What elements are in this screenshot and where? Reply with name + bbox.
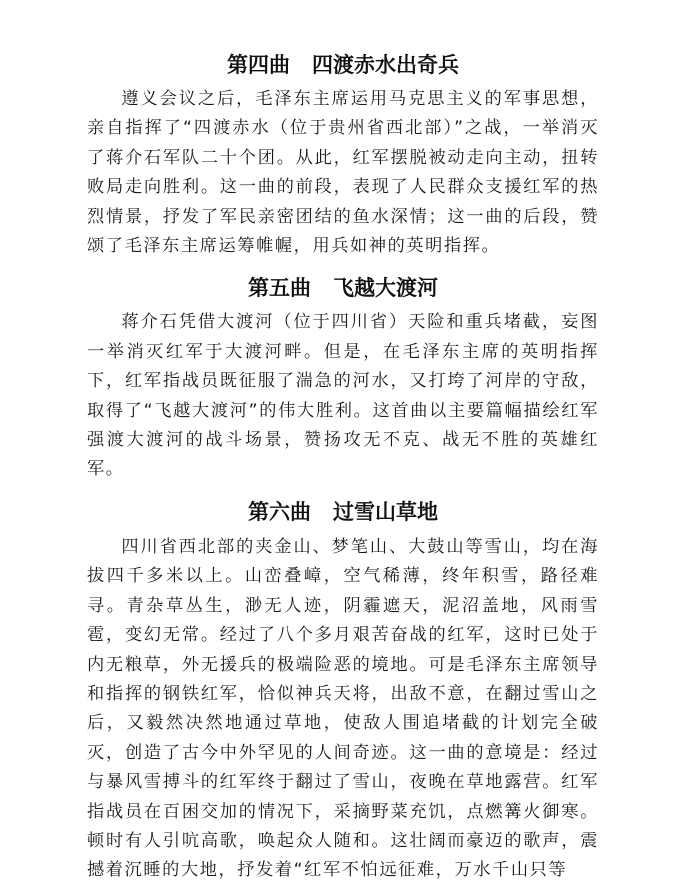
section-number: 第四曲 — [227, 53, 290, 77]
section-body-6: 四川省西北部的夹金山、梦笔山、大鼓山等雪山，均在海拔四千多米以上。山峦叠嶂，空气稀薄，终年积雪，路径难寻。青杂草丛生，渺无人迹，阴霾遮天，泥沼盖地，风雨雪雹，变幻无常。经过了八个多月艰苦奋战的红军，这时已处于内无粮草，外无援兵的极端险恶的境地。可是毛泽东主席领导和指挥的钢铁红军，恰似神兵天将，出敌不意，在翻过雪山之后，又毅然决然地通过草地，使敌人围追堵截的计划完全破灭，创造了古今中外罕见的人间奇迹。这一曲的意境是：经过与暴风雪搏斗的红军终于翻过了雪山，夜晚在草地露营。红军指战员在百困交加的情况下，采摘野菜充饥，点燃篝火御寒。顿时有人引吭高歌，唤起众人随和。这壮阔而豪迈的歌声，震撼着沉睡的大地，抒发着“红军不怕远征难，万水千山只等 — [87, 536, 599, 881]
section-title-text: 过雪山草地 — [333, 499, 438, 524]
section-body-4: 遵义会议之后，毛泽东主席运用马克思主义的军事思想，亲自指挥了“四渡赤水（位于贵州省西北部）”之战，一举消灭了蒋介石军队二十个团。从此，红军摆脱被动走向主动，扭转败局走向胜利。这一曲的前段，表现了人民群众支援红军的热烈情景，抒发了军民亲密团结的鱼水深情；这一曲的后段，赞颂了毛泽东主席运筹帷幄，用兵如神的英明指挥。 — [87, 89, 599, 257]
section-heading-6 — [87, 498, 599, 526]
section-heading-4 — [87, 51, 599, 79]
section-number: 第五曲 — [248, 276, 311, 301]
section-body-5: 蒋介石凭借大渡河（位于四川省）天险和重兵堵截，妄图一举消灭红军于大渡河畔。但是，在毛泽东主席的英明指挥下，红军指战员既征服了湍急的河水，又打垮了河岸的守敌，取得了“飞越大渡河”的伟大胜利。这首曲以主要篇幅描绘红军强渡大渡河的战斗场景，赞扬攻无不克、战无不胜的英雄红军。 — [87, 312, 599, 480]
section-number: 第六曲 — [248, 499, 311, 524]
section-title-text: 飞越大渡河 — [333, 276, 438, 301]
section-title-text: 四渡赤水出奇兵 — [312, 53, 459, 77]
document-page — [87, 0, 599, 886]
section-heading-5 — [87, 274, 599, 302]
